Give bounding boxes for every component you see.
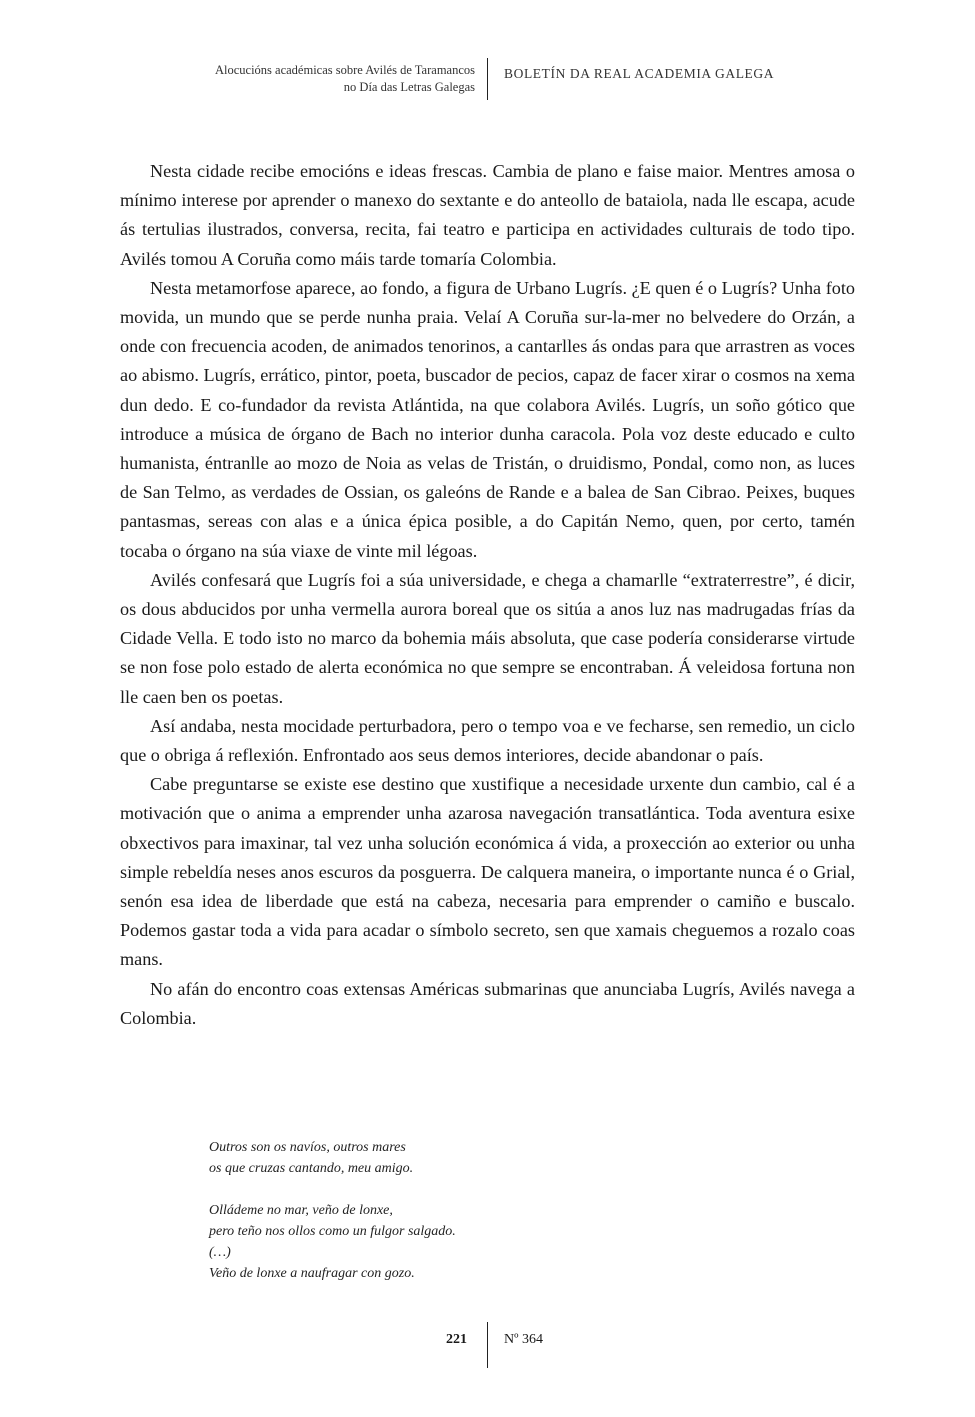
- poem-line: Veño de lonxe a naufragar con gozo.: [209, 1266, 415, 1281]
- header-divider: [487, 58, 488, 100]
- header-title-line-2: no Día das Letras Galegas: [343, 80, 475, 94]
- page-footer: [0, 1322, 975, 1368]
- header-article-title: [215, 62, 475, 96]
- header-journal-title: BOLETÍN DA REAL ACADEMIA GALEGA: [504, 66, 775, 81]
- paragraph: Cabe preguntarse se existe ese destino que xustifique a necesidade urxente dun cambio, cal é a motivación que o anima a emprender unha azarosa navegación transatlántica. Toda aventura esixe obxectivos para imaxinar, tal vez unha solución económica á vida, a proxección ao exterior ou unha simple rebeldía neses anos escuros da posguerra. De calquera maneira, o importante nunca é o Grial, senón esa idea de liberdade que está na cabeza, necesaria para emprender o camiño e buscalo. Podemos gastar toda a vida para acadar o símbolo secreto, sen que xamais cheguemos a rozalo coas mans.: [120, 774, 855, 970]
- poem-line: Olládeme no mar, veño de lonxe,: [209, 1203, 393, 1218]
- page-number: 221: [446, 1332, 467, 1347]
- paragraph: Nesta cidade recibe emocións e ideas frescas. Cambia de plano e faise maior. Mentres amosa o mínimo interese por aprender o manexo do sextante e do anteollo de bataiola, nada lle escapa, acude ás tertulias ilustrados, conversa, recita, fai teatro e participa en actividades culturais de todo tipo. Avilés tomou A Coruña como máis tarde tomaría Colombia.: [120, 161, 855, 269]
- issue-number: Nº 364: [504, 1332, 543, 1347]
- footer-divider: [487, 1322, 488, 1368]
- poem-line: Outros son os navíos, outros mares: [209, 1140, 406, 1155]
- poem-stanza: [209, 1200, 456, 1284]
- paragraph: Nesta metamorfose aparece, ao fondo, a figura de Urbano Lugrís. ¿E quen é o Lugrís? Unha foto movida, un mundo que se perde nunha praia. Velaí A Coruña sur-la-mer no belvedere do Orzán, a onde con frecuencia acoden, de animados tenorinos, a cantarlles ás ondas para que arrastren as voces ao abismo. Lugrís, errático, pintor, poeta, buscador de pecios, capaz de facer xirar o cosmos na xema dun dedo. E co-fundador da revista Atlántida, na que colabora Avilés. Lugrís, un soño gótico que introduce a música de órgano de Bach no interior dunha caracola. Pola voz deste educado e culto humanista, éntranlle ao mozo de Noia as velas de Tristán, o druidismo, Pondal, como non, as luces de San Telmo, as verdades de Ossian, os galeóns de Rande e a balea de San Cibrao. Peixes, buques pantasmas, sereas con alas e a única épica posible, a do Capitán Nemo, quen, por certo, tamén tocaba o órgano na súa viaxe de vinte mil légoas.: [120, 277, 855, 561]
- poem-line: pero teño nos ollos como un fulgor salgado.: [209, 1224, 456, 1239]
- poem-quote: [209, 1137, 456, 1305]
- poem-line: os que cruzas cantando, meu amigo.: [209, 1161, 414, 1176]
- paragraph: Así andaba, nesta mocidade perturbadora, pero o tempo voa e ve fecharse, sen remedio, un ciclo que o obriga á reflexión. Enfrontado aos seus demos interiores, decide abandonar o país.: [120, 715, 855, 766]
- header-title-line-1: Alocucións académicas sobre Avilés de Taramancos: [214, 63, 475, 77]
- article-body: [120, 157, 855, 1033]
- poem-stanza: [209, 1137, 456, 1179]
- paragraph: No afán do encontro coas extensas Américas submarinas que anunciaba Lugrís, Avilés navega a Colombia.: [120, 978, 855, 1028]
- poem-ellipsis: (…): [209, 1245, 231, 1260]
- running-header: [0, 58, 975, 102]
- paragraph: Avilés confesará que Lugrís foi a súa universidade, e chega a chamarlle “extraterrestre”, é dicir, os dous abducidos por unha vermella aurora boreal que os sitúa a anos luz nas madrugadas frías da Cidade Vella. E todo isto no marco da bohemia máis absoluta, que case podería considerarse virtude se non fose polo estado de alerta económica no que sempre se encontraban. Á veleidosa fortuna non lle caen ben os poetas.: [120, 569, 855, 707]
